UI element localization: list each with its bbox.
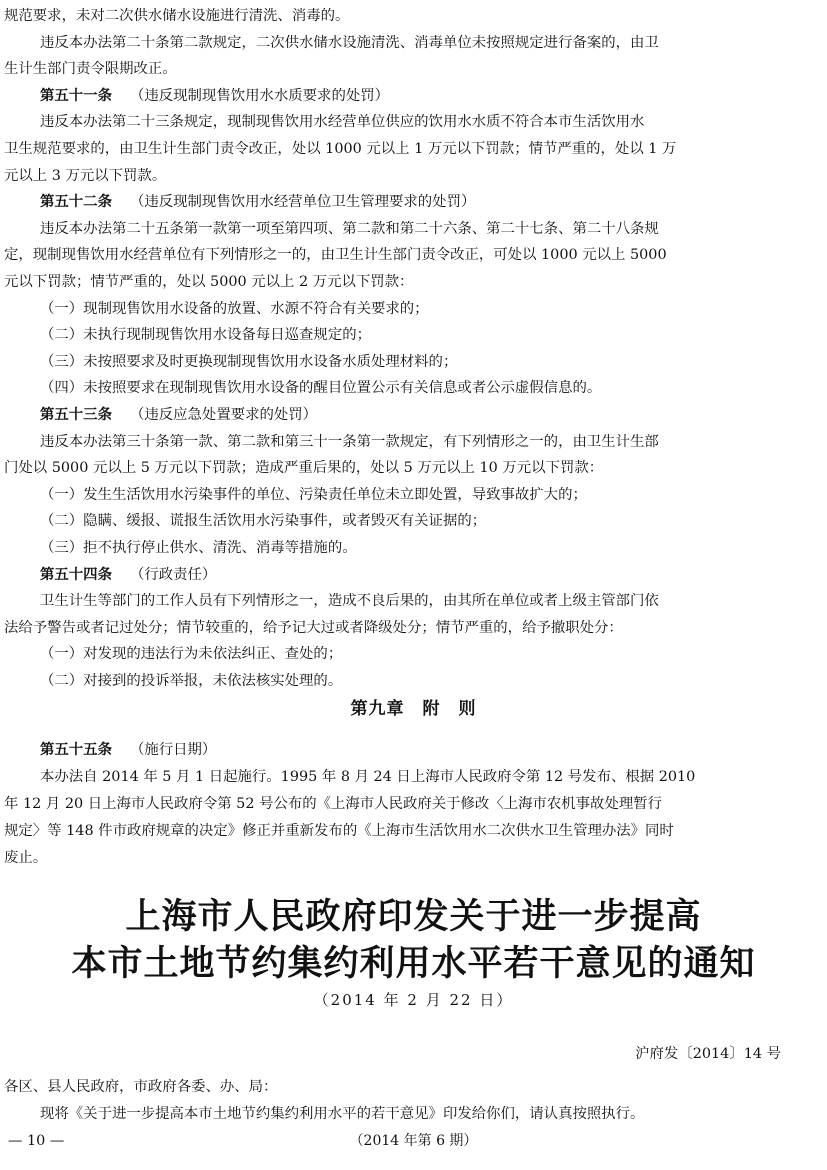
article-number: 第五十二条 (40, 193, 112, 211)
text-line: 卫生计生等部门的工作人员有下列情形之一，造成不良后果的，由其所在单位或者上级主管部门依 (40, 593, 659, 610)
text-line: 违反本办法第三十条第一款、第二款和第三十一条第一款规定，有下列情形之一的，由卫生计生部 (40, 433, 659, 450)
article-caption: （施行日期） (129, 742, 217, 758)
text-line: 年 12 月 20 日上海市人民政府令第 52 号公布的《上海市人民政府关于修改〈上海市农机事故处理暂行 (4, 796, 663, 812)
text-line: 违反本办法第二十条第二款规定，二次供水储水设施清洗、消毒单位未按照规定进行备案的，由卫 (40, 34, 659, 51)
text-line: 定，现制现售饮用水经营单位有下列情形之一的，由卫生计生部门责令改正，可处以 1000 元以上 5000 (4, 247, 667, 264)
text-line: （四）未按照要求在现制现售饮用水设备的醒目位置公示有关信息或者公示虚假信息的。 (40, 380, 602, 397)
text-line: （二）未执行现制现售饮用水设备每日巡查规定的； (40, 327, 371, 344)
text-line: （三）拒不执行停止供水、清洗、消毒等措施的。 (40, 540, 357, 556)
article-caption: （违反应急处置要求的处罚） (129, 407, 318, 423)
text-line: （二）隐瞒、缓报、谎报生活饮用水污染事件，或者毁灭有关证据的； (40, 513, 487, 530)
article-number: 第五十五条 (40, 741, 112, 758)
issue-label: （2014 年第 6 期） (349, 1133, 478, 1149)
article-heading (40, 192, 818, 212)
text-line: （三）未按照要求及时更换现制现售饮用水设备水质处理材料的； (40, 353, 458, 370)
article-number: 第五十四条 (40, 565, 112, 583)
article-caption: （违反现制现售饮用水水质要求的处罚） (129, 87, 390, 104)
text-line: （二）对接到的投诉举报，未依法核实处理的。 (40, 673, 343, 689)
text-line: 规范要求，未对二次供水储水设施进行清洗、消毒的。 (4, 8, 350, 24)
text-line: 元以上 3 万元以下罚款。 (4, 167, 167, 184)
notice-body: 现将《关于进一步提高本市土地节约集约利用水平的若干意见》印发给你们，请认真按照执行。 (40, 1106, 645, 1122)
article-heading (40, 405, 818, 425)
article-caption: （违反现制现售饮用水经营单位卫生管理要求的处罚） (129, 194, 476, 211)
article-caption: （行政责任） (129, 566, 217, 583)
article-heading (40, 565, 818, 585)
notice-date: （2014 年 2 月 22 日） (313, 991, 514, 1009)
text-line: 门处以 5000 元以上 5 万元以下罚款；造成严重后果的，处以 5 万元以上 10 万元以下罚款： (4, 460, 604, 477)
text-line: 生计生部门责令限期改正。 (4, 61, 177, 78)
text-line: 规定〉等 148 件市政府规章的决定》修正并重新发布的《上海市生活饮用水二次供水卫生管理办法》同时 (4, 823, 674, 839)
text-line: （一）现制现售饮用水设备的放置、水源不符合有关要求的； (40, 300, 429, 317)
article-heading (40, 740, 818, 760)
text-line: 废止。 (4, 850, 48, 866)
chapter-heading: 第九章 附 则 (350, 699, 477, 719)
page-number: — 10 — (8, 1133, 65, 1149)
text-line: 元以下罚款；情节严重的，处以 5000 元以上 2 万元以下罚款： (4, 274, 414, 290)
article-number: 第五十一条 (40, 86, 112, 104)
notice-addressee: 各区、县人民政府，市政府各委、办、局： (4, 1079, 278, 1095)
text-line: 卫生规范要求的，由卫生计生部门责令改正，处以 1000 元以上 1 万元以下罚款；情节严重的，处以 1 万 (4, 141, 677, 157)
article-heading (40, 86, 818, 106)
text-line: （一）发生生活饮用水污染事件的单位、污染责任单位未立即处置，导致事故扩大的； (40, 486, 587, 503)
document-number: 沪府发〔2014〕14 号 (635, 1046, 781, 1062)
article-number: 第五十三条 (40, 406, 112, 423)
text-line: 法给予警告或者记过处分；情节较重的，给予记大过或者降级处分；情节严重的，给予撤职处分： (4, 619, 623, 636)
text-line: 本办法自 2014 年 5 月 1 日起施行。1995 年 8 月 24 日上海市人民政府令第 12 号发布、根据 2010 (40, 769, 696, 785)
text-line: 违反本办法第二十五条第一款第一项至第四项、第二款和第二十六条、第二十七条、第二十八条规 (40, 220, 659, 237)
notice-title-line-1: 上海市人民政府印发关于进一步提高 (125, 896, 702, 937)
text-line: 违反本办法第二十三条规定，现制现售饮用水经营单位供应的饮用水水质不符合本市生活饮用水 (40, 114, 645, 131)
notice-title-line-2: 本市土地节约集约利用水平若干意见的通知 (71, 943, 756, 984)
text-line: （一）对发现的违法行为未依法纠正、查处的； (40, 646, 343, 663)
